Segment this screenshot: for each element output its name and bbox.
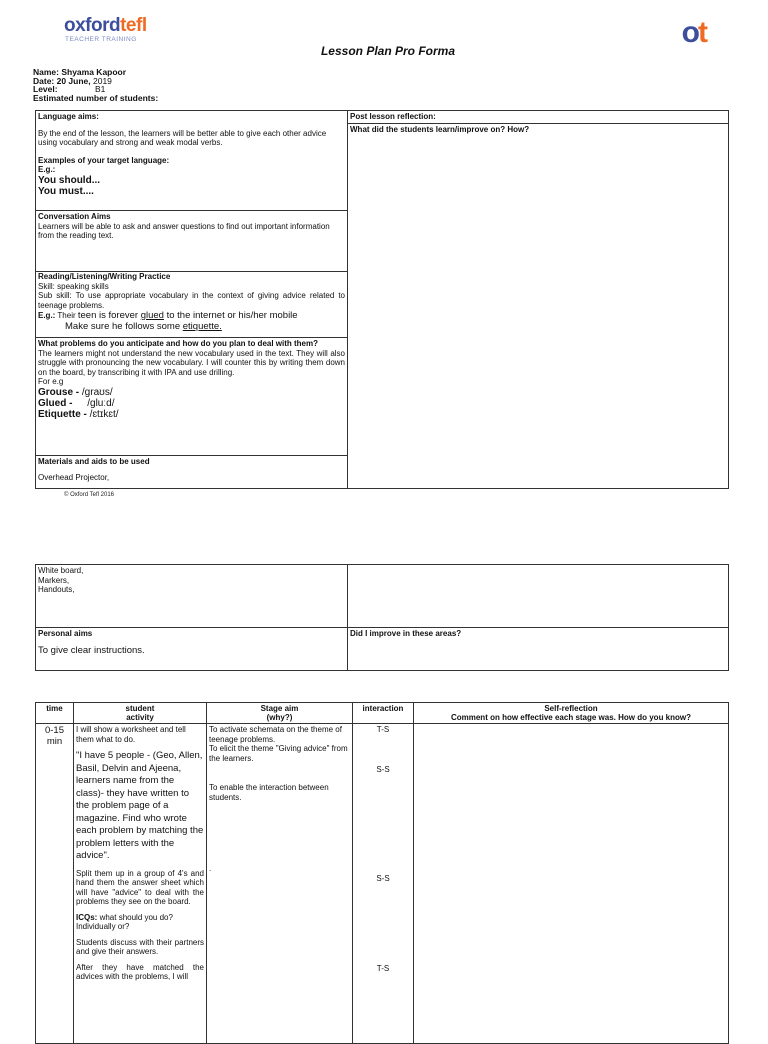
- ipa-etiquette: [38, 409, 345, 420]
- ipa-word: Glued -: [38, 397, 76, 409]
- page-title: Lesson Plan Pro Forma: [320, 44, 456, 58]
- post-lesson-cell: [348, 111, 729, 489]
- language-aims-cell: [36, 111, 348, 211]
- stage-row: [36, 724, 729, 1044]
- materials-personal-table: [35, 564, 729, 671]
- ot-logo-o: o: [681, 16, 698, 49]
- personal-aims-cell: [36, 628, 348, 671]
- header-student-activity: [74, 703, 207, 724]
- interaction-item: T-S: [376, 725, 390, 734]
- problems-text: The learners might not understand the new vocabulary used in the text. They will also struggle with pronouncing the new vocabulary. I will counter this by writing them down on the board, by transcribing it with IPA and use drilling.: [38, 348, 345, 377]
- header-interaction: interaction: [353, 703, 414, 724]
- improve-cell: [348, 628, 729, 671]
- aim-dot: .: [209, 864, 212, 873]
- stage-time: [36, 724, 74, 1044]
- subskill-text: Sub skill: To use appropriate vocabulary in the context of giving advice related to teenage problems.: [38, 291, 345, 310]
- materials-text: Overhead Projector,: [38, 472, 110, 482]
- icq-text: what should you do? Individually or?: [76, 912, 173, 931]
- example-2: You must....: [38, 185, 94, 197]
- header-line: Self-reflection: [544, 704, 598, 713]
- oxford-tefl-logo: [64, 16, 147, 43]
- stages-header-row: [36, 703, 729, 724]
- ipa-value: /gluːd/: [87, 397, 115, 409]
- ipa-word: Grouse -: [38, 386, 82, 398]
- icq-label: ICQs:: [76, 912, 98, 922]
- stage-interaction: [353, 724, 414, 1044]
- material-item: White board,: [38, 566, 84, 575]
- date-label: Date: 20 June,: [33, 75, 93, 86]
- eg2-a: Their: [55, 311, 78, 320]
- eg2-label: E.g.:: [38, 311, 56, 320]
- eg2-c: to the internet or his/her mobile: [163, 310, 298, 321]
- ipa-glued: [38, 398, 345, 409]
- interaction-item: S-S: [376, 874, 390, 883]
- activity-step: "I have 5 people - (Geo, Allen, Basil, Delvin and Ajeena, learners name from the class)- they have written to the problem page of a magazine. Find who wrote each problem by matching the problem letters with the advice".: [76, 750, 204, 861]
- eg2-b: teen is forever: [77, 310, 141, 321]
- time-line: min: [46, 736, 63, 747]
- header-line: (why?): [266, 713, 293, 722]
- header-stage-aim: [207, 703, 353, 724]
- post-lesson-question: What did the students learn/improve on? How?: [350, 125, 530, 134]
- practice-title: Reading/Listening/Writing Practice: [38, 272, 171, 281]
- skill-text: Skill: speaking skills: [38, 281, 109, 291]
- personal-aims-text: To give clear instructions.: [38, 644, 145, 656]
- header-line: student: [125, 704, 155, 713]
- example-1: You should...: [38, 174, 101, 186]
- stages-table: [35, 702, 729, 1044]
- problems-title: What problems do you anticipate and how do you plan to deal with them?: [38, 339, 319, 348]
- header-line: Comment on how effective each stage was. How do you know?: [450, 713, 692, 722]
- stage-self-reflection: [414, 724, 729, 1044]
- name-line: Name: Shyama Kapoor: [33, 67, 127, 77]
- aim-item: To elicit the theme "Giving advice" from the learners.: [209, 744, 348, 763]
- ot-logo-t: t: [698, 16, 706, 49]
- language-aims-title: Language aims:: [38, 112, 99, 121]
- brand-text: [64, 16, 147, 36]
- conversation-aims-text: Learners will be able to ask and answer questions to find out important information from the reading text.: [38, 221, 330, 240]
- students-line: Estimated number of students:: [33, 92, 159, 103]
- aim-item: To enable the interaction between students.: [209, 783, 329, 802]
- example-line-1: [38, 310, 345, 321]
- interaction-item: T-S: [376, 963, 390, 973]
- date-year: 2019: [93, 75, 112, 86]
- lesson-plan-table: [35, 110, 729, 489]
- materials-cont-cell: [36, 565, 348, 628]
- header-line: activity: [126, 713, 154, 722]
- ipa-value: /graʊs/: [81, 386, 113, 398]
- activity-step-icq: [76, 913, 204, 932]
- stage-aim: [207, 724, 353, 1044]
- conversation-aims-cell: [36, 211, 348, 272]
- personal-aims-title: Personal aims: [38, 629, 93, 638]
- footer-copyright: © Oxford Tefl 2016: [64, 492, 115, 498]
- materials-cont-right: [348, 565, 729, 628]
- for-eg: For e.g: [38, 377, 64, 386]
- ipa-grouse: [38, 387, 345, 398]
- examples-eg: E.g.:: [38, 165, 56, 174]
- brand-part-2: tefl: [120, 15, 147, 36]
- level-line: [33, 85, 158, 94]
- brand-subtitle: TEACHER TRAINING: [65, 36, 137, 43]
- aim-item: To activate schemata on the theme of teenage problems.: [209, 725, 342, 744]
- level-label: Level:: [33, 84, 58, 94]
- examples-title: Examples of your target language:: [38, 155, 170, 165]
- ipa-word: Etiquette -: [38, 408, 90, 420]
- eg2-etiquette: etiquette.: [182, 321, 222, 332]
- stage-activity: [74, 724, 207, 1044]
- materials-cell: [36, 456, 348, 489]
- improve-title: Did I improve in these areas?: [350, 629, 462, 638]
- activity-step: Split them up in a group of 4's and hand them the answer sheet which will have "advice" to deal with the problems they see on the board.: [76, 868, 204, 906]
- eg2-glued: glued: [140, 310, 164, 321]
- level-value: B1: [95, 84, 106, 94]
- material-item: Markers,: [38, 575, 70, 585]
- activity-step: After they have matched the advices with the problems, I will: [76, 962, 204, 981]
- practice-cell: [36, 272, 348, 338]
- header-self-reflection: [414, 703, 729, 724]
- time-line: 0-15: [44, 725, 64, 736]
- activity-step: I will show a worksheet and tell them what to do.: [76, 725, 186, 744]
- materials-title: Materials and aids to be used: [38, 457, 150, 466]
- interaction-item: S-S: [376, 764, 390, 774]
- problems-cell: [36, 338, 348, 456]
- example-line-2: [38, 321, 345, 332]
- eg2-line2: Make sure he follows some: [65, 321, 183, 332]
- lesson-meta: [33, 68, 158, 102]
- activity-step: Students discuss with their partners and give their answers.: [76, 937, 204, 956]
- conversation-aims-title: Conversation Aims: [38, 212, 111, 221]
- material-item: Handouts,: [38, 585, 75, 594]
- ipa-value: /ɛtɪkɛt/: [89, 408, 119, 420]
- header-time: time: [36, 703, 74, 724]
- brand-part-1: oxford: [64, 15, 121, 36]
- header-line: Stage aim: [260, 704, 299, 713]
- language-aims-text: By the end of the lesson, the learners will be better able to give each other advice using vocabulary and strong and weak modal verbs.: [38, 128, 327, 147]
- post-lesson-title: Post lesson reflection:: [348, 111, 728, 124]
